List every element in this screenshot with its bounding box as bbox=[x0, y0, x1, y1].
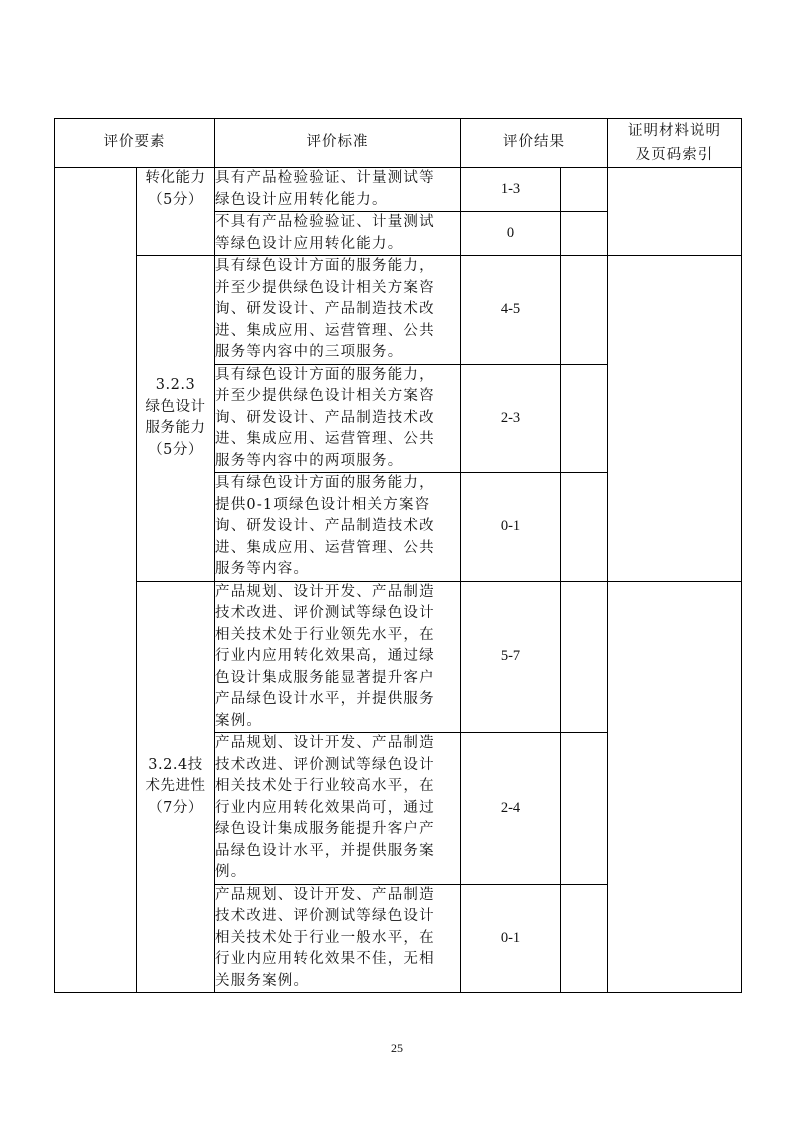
criterion-text: 具有绿色设计方面的服务能力， 并至少提供绿色设计相关方案咨 询、研发设计、产品制造技术改 进、集成应用、运营管理、公共 服务等内容中的两项服务。 bbox=[215, 364, 461, 473]
score-range: 4-5 bbox=[461, 256, 561, 365]
score-range: 2-3 bbox=[461, 364, 561, 473]
evidence-cell bbox=[608, 168, 742, 256]
criterion-text: 具有产品检验验证、计量测试等 绿色设计应用转化能力。 bbox=[215, 168, 461, 212]
table-row bbox=[55, 168, 742, 212]
result-cell bbox=[561, 733, 608, 885]
result-cell bbox=[561, 256, 608, 365]
evidence-cell bbox=[608, 256, 742, 582]
score-range: 0-1 bbox=[461, 473, 561, 582]
evidence-cell bbox=[608, 581, 742, 993]
header-element: 评价要素 bbox=[55, 119, 215, 168]
evaluation-table bbox=[54, 118, 742, 993]
sub-element-tech-advancement: 3.2.4技 术先进性 （7分） bbox=[137, 581, 215, 993]
page-number: 25 bbox=[391, 1041, 403, 1055]
sub-element-conversion: 转化能力 （5分） bbox=[137, 168, 215, 256]
result-cell bbox=[561, 364, 608, 473]
table-row bbox=[55, 256, 742, 365]
table-header-row bbox=[55, 119, 742, 168]
score-range: 2-4 bbox=[461, 733, 561, 885]
table-row bbox=[55, 581, 742, 733]
score-range: 1-3 bbox=[461, 168, 561, 212]
criterion-text: 产品规划、设计开发、产品制造 技术改进、评价测试等绿色设计 相关技术处于行业领先水平，在 行业内应用转化效果高，通过绿 色设计集成服务能显著提升客户 产品绿色设计水平，并提供服务 案例。 bbox=[215, 581, 461, 733]
result-cell bbox=[561, 212, 608, 256]
criterion-text: 具有绿色设计方面的服务能力， 提供0-1项绿色设计相关方案咨 询、研发设计、产品制造技术改 进、集成应用、运营管理、公共 服务等内容。 bbox=[215, 473, 461, 582]
criterion-text: 产品规划、设计开发、产品制造 技术改进、评价测试等绿色设计 相关技术处于行业较高水平，在 行业内应用转化效果尚可，通过 绿色设计集成服务能提升客户产 品绿色设计水平，并提供服务案 例。 bbox=[215, 733, 461, 885]
criterion-text: 产品规划、设计开发、产品制造 技术改进、评价测试等绿色设计 相关技术处于行业一般水平，在 行业内应用转化效果不佳，无相 关服务案例。 bbox=[215, 884, 461, 993]
criterion-text: 具有绿色设计方面的服务能力， 并至少提供绿色设计相关方案咨 询、研发设计、产品制造技术改 进、集成应用、运营管理、公共 服务等内容中的三项服务。 bbox=[215, 256, 461, 365]
header-result: 评价结果 bbox=[461, 119, 608, 168]
result-cell bbox=[561, 581, 608, 733]
score-range: 0 bbox=[461, 212, 561, 256]
criterion-text: 不具有产品检验验证、计量测试 等绿色设计应用转化能力。 bbox=[215, 212, 461, 256]
header-standard: 评价标准 bbox=[215, 119, 461, 168]
result-cell bbox=[561, 884, 608, 993]
score-range: 0-1 bbox=[461, 884, 561, 993]
score-range: 5-7 bbox=[461, 581, 561, 733]
sub-element-service-capability: 3.2.3 绿色设计 服务能力 （5分） bbox=[137, 256, 215, 582]
result-cell bbox=[561, 168, 608, 212]
result-cell bbox=[561, 473, 608, 582]
header-evidence: 证明材料说明 及页码索引 bbox=[608, 119, 742, 168]
element-cell-blank bbox=[55, 168, 137, 993]
